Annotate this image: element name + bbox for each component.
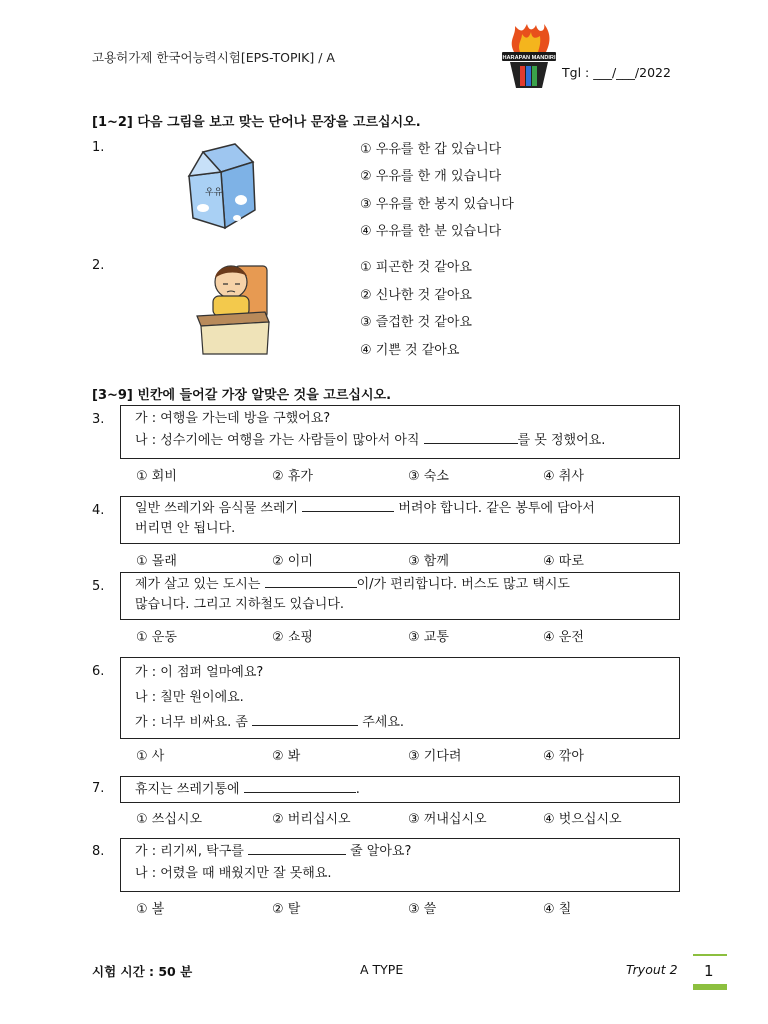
q5-choice-2[interactable]: ② 쇼핑: [272, 630, 313, 645]
date-field: Tgl : ___/___/2022: [562, 65, 671, 80]
q6-choice-2[interactable]: ② 봐: [272, 749, 301, 764]
q6-choice-3[interactable]: ③ 기다려: [408, 749, 462, 764]
page-number-top-rule: [693, 954, 727, 956]
question-8-box: [120, 838, 680, 892]
q7-line-1: 휴지는 쓰레기통에 .: [135, 782, 360, 797]
q5-choice-1[interactable]: ① 운동: [136, 630, 177, 645]
q1-option-3[interactable]: ③ 우유를 한 봉지 있습니다: [360, 197, 514, 212]
q8-line-1: 가 : 리기씨, 탁구를 줄 알아요?: [135, 844, 412, 859]
q1-option-1[interactable]: ① 우유를 한 갑 있습니다: [360, 142, 502, 157]
q5-choice-3[interactable]: ③ 교통: [408, 630, 449, 645]
question-number-6: 6.: [92, 664, 105, 679]
answer-blank[interactable]: [244, 780, 356, 793]
tired-person-icon: [195, 252, 275, 356]
q5-line-1: 제가 살고 있는 도시는 이/가 편리합니다. 버스도 많고 택시도: [135, 577, 570, 592]
q6-line-1: 가 : 이 점퍼 얼마예요?: [135, 665, 264, 680]
answer-blank[interactable]: [265, 575, 357, 588]
section-title-3-9: [3~9] 빈칸에 들어갈 가장 알맞은 것을 고르십시오.: [92, 388, 392, 403]
q3-choice-1[interactable]: ① 회비: [136, 469, 177, 484]
exam-time: 시험 시간 : 50 분: [92, 964, 193, 979]
q7-choice-1[interactable]: ① 쓰십시오: [136, 812, 203, 827]
q5-choice-4[interactable]: ④ 운전: [543, 630, 584, 645]
answer-blank[interactable]: [424, 431, 518, 444]
q2-option-1[interactable]: ① 피곤한 것 같아요: [360, 260, 472, 275]
q8-line-2: 나 : 어렸을 때 배웠지만 잘 못해요.: [135, 866, 332, 881]
q3-line-2: 나 : 성수기에는 여행을 가는 사람들이 많아서 아직 를 못 정했어요.: [135, 433, 606, 448]
question-number-4: 4.: [92, 503, 105, 518]
q3-choice-2[interactable]: ② 휴가: [272, 469, 313, 484]
page-number: 1: [704, 962, 714, 980]
header-title: 고용허가제 한국어능력시험[EPS-TOPIK] / A: [92, 50, 335, 65]
question-number-7: 7.: [92, 781, 105, 796]
section-title-1-2: [1~2] 다음 그림을 보고 맞는 단어나 문장을 고르십시오.: [92, 115, 421, 130]
question-number-5: 5.: [92, 579, 105, 594]
question-number-3: 3.: [92, 412, 105, 427]
q4-choice-1[interactable]: ① 몰래: [136, 554, 177, 569]
q7-choice-2[interactable]: ② 버리십시오: [272, 812, 351, 827]
exam-type: A TYPE: [360, 962, 404, 977]
q2-option-4[interactable]: ④ 기쁜 것 같아요: [360, 343, 460, 358]
q2-option-3[interactable]: ③ 즐겁한 것 같아요: [360, 315, 472, 330]
q4-choice-3[interactable]: ③ 함께: [408, 554, 449, 569]
q1-option-4[interactable]: ④ 우유를 한 분 있습니다: [360, 224, 502, 239]
page-number-bottom-rule: [693, 984, 727, 990]
q6-line-3: 가 : 너무 비싸요. 좀 주세요.: [135, 715, 405, 730]
q4-line-1: 일반 쓰레기와 음식물 쓰레기 버려야 합니다. 같은 봉투에 담아서: [135, 501, 595, 516]
q2-option-2[interactable]: ② 신나한 것 같아요: [360, 288, 472, 303]
q3-choice-4[interactable]: ④ 취사: [543, 469, 584, 484]
question-number-1: 1.: [92, 140, 105, 155]
q7-choice-4[interactable]: ④ 벗으십시오: [543, 812, 622, 827]
q8-choice-2[interactable]: ② 탈: [272, 902, 301, 917]
question-4-box: [120, 496, 680, 544]
svg-text:우유: 우유: [205, 188, 223, 198]
q7-choice-3[interactable]: ③ 꺼내십시오: [408, 812, 487, 827]
q8-choice-3[interactable]: ③ 쓸: [408, 902, 437, 917]
answer-blank[interactable]: [248, 842, 346, 855]
q4-line-2: 버리면 안 됩니다.: [135, 521, 236, 536]
harapan-mandiri-logo: [498, 22, 560, 94]
question-number-8: 8.: [92, 844, 105, 859]
question-3-box: [120, 405, 680, 459]
q6-line-2: 나 : 칠만 원이에요.: [135, 690, 244, 705]
q6-choice-4[interactable]: ④ 깎아: [543, 749, 584, 764]
svg-text:HARAPAN MANDIRI: HARAPAN MANDIRI: [502, 55, 556, 61]
question-6-box: [120, 657, 680, 739]
q1-option-2[interactable]: ② 우유를 한 개 있습니다: [360, 169, 502, 184]
milk-carton-icon: [183, 140, 267, 232]
answer-blank[interactable]: [302, 499, 394, 512]
answer-blank[interactable]: [252, 713, 358, 726]
q6-choice-1[interactable]: ① 사: [136, 749, 165, 764]
question-5-box: [120, 572, 680, 620]
question-number-2: 2.: [92, 258, 105, 273]
q3-choice-3[interactable]: ③ 숙소: [408, 469, 449, 484]
tryout-label: Tryout 2: [626, 962, 678, 977]
q5-line-2: 많습니다. 그리고 지하철도 있습니다.: [135, 597, 345, 612]
q8-choice-1[interactable]: ① 볼: [136, 902, 165, 917]
question-7-box: [120, 776, 680, 803]
q4-choice-2[interactable]: ② 이미: [272, 554, 313, 569]
q3-line-1: 가 : 여행을 가는데 방을 구했어요?: [135, 411, 331, 426]
q4-choice-4[interactable]: ④ 따로: [543, 554, 584, 569]
q8-choice-4[interactable]: ④ 칠: [543, 902, 572, 917]
